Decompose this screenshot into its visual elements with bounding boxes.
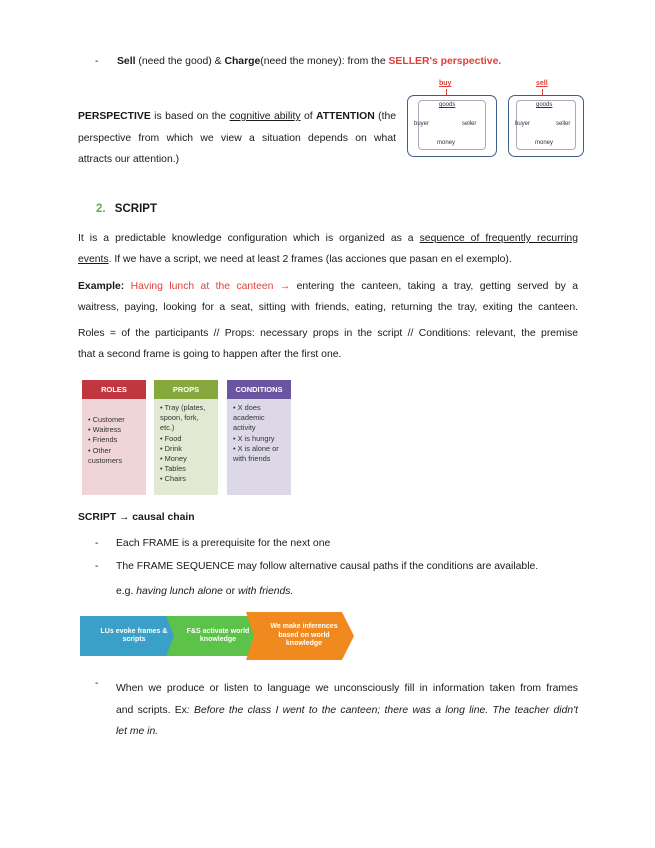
conditions-item: • X is alone or	[233, 443, 279, 453]
section-number: 2.	[96, 203, 106, 215]
attention-term: ATTENTION	[316, 111, 375, 122]
eg-alt-1: having lunch alone	[136, 586, 223, 597]
charge-note: (need the money): from the	[260, 56, 386, 67]
props-item: spoon, fork,	[160, 413, 199, 423]
roles-body	[82, 399, 146, 495]
causal-heading-bold: SCRIPT	[78, 512, 117, 523]
sell-goods: goods	[536, 102, 553, 108]
seller-perspective: SELLER's perspective.	[388, 56, 502, 67]
charge-term: Charge	[224, 56, 261, 67]
script-def-text-2: . If we have a script, we need at least 2 frames (las acciones que pasan en el exemplo).	[108, 254, 512, 265]
roles-header: ROLES	[82, 380, 146, 399]
props-item: • Food	[160, 433, 182, 443]
bullet-dash: -	[95, 56, 99, 67]
conditions-body	[227, 399, 291, 495]
example-line-2: waitress, paying, looking for a seat, sitting with friends, eating, returning the tray, exiting the canteen.	[78, 302, 578, 313]
script-def-text-1: It is a predictable knowledge configuration which is organized as a	[78, 233, 414, 244]
conditions-item: academic	[233, 413, 265, 423]
final-line-3: let me in.	[116, 726, 159, 737]
final-line-2	[116, 700, 578, 722]
eg-alt-2: with friends.	[237, 586, 294, 597]
script-def-underlined-2: events	[78, 254, 109, 265]
buy-seller: seller	[462, 121, 477, 127]
eg-prefix: e.g.	[116, 586, 134, 597]
sell-line	[117, 56, 501, 67]
arrow-1-label: LUs evoke frames & scripts	[100, 627, 168, 643]
props-item: • Drink	[160, 443, 182, 453]
causal-item-1: Each FRAME is a prerequisite for the next one	[116, 538, 331, 549]
example-line-1	[78, 280, 578, 294]
script-def-line-1	[78, 232, 578, 246]
causal-example	[116, 586, 293, 597]
cognitive-ability: cognitive ability	[229, 111, 301, 122]
section-heading	[96, 203, 157, 215]
conditions-header: CONDITIONS	[227, 380, 291, 399]
script-def-underlined-1: sequence of frequently recurring	[419, 233, 578, 244]
sell-buyer: buyer	[515, 121, 531, 127]
perspective-line-3: attracts our attention.)	[78, 154, 180, 165]
props-item: • Tables	[160, 464, 186, 474]
final-line-1: When we produce or listen to language we unconsciously fill in information taken from frames	[116, 683, 578, 694]
roles-line-1: Roles = of the participants // Props: necessary props in the script // Conditions: relevant, the premise	[78, 328, 578, 339]
perspective-text-3: (the	[378, 111, 397, 122]
sell-money: money	[535, 140, 554, 146]
roles-item: • Other	[88, 445, 112, 455]
conditions-item: • X does	[233, 403, 261, 412]
perspective-line-2: perspective from which we view a situation depends on what	[78, 132, 396, 144]
script-def-line-2	[78, 253, 578, 267]
roles-item: • Customer	[88, 415, 125, 424]
bullet-dash: -	[95, 538, 99, 549]
props-header: PROPS	[154, 380, 218, 399]
conditions-item: activity	[233, 423, 256, 433]
roles-column	[82, 380, 146, 495]
buy-money: money	[437, 140, 456, 146]
perspective-text-1: is based on the	[154, 111, 227, 122]
conditions-column	[227, 380, 291, 495]
causal-heading	[78, 512, 195, 523]
roles-item: • Waitress	[88, 425, 122, 435]
conditions-item: • X is hungry	[233, 433, 275, 443]
props-item: • Tray (plates,	[160, 403, 206, 412]
eg-or: or	[225, 586, 236, 597]
roles-item: • Friends	[88, 435, 118, 445]
example-label: Example:	[78, 281, 125, 292]
example-text-1: entering the canteen, taking a tray, getting served by a	[296, 281, 578, 292]
props-item: etc.)	[160, 423, 175, 433]
perspective-paragraph	[78, 106, 396, 171]
buy-buyer: buyer	[414, 121, 430, 127]
roles-line-2: that a second frame is going to happen after the first one.	[78, 349, 342, 360]
perspective-line-1	[78, 106, 396, 128]
arrow-3-label: We make inferences based on world knowledge	[270, 623, 338, 648]
final-italic-2: : Before the class I went to the canteen; there was a long line. The teacher didn't	[186, 704, 578, 716]
perspective-text-2: of	[303, 111, 313, 122]
roles-item: customers	[88, 455, 123, 465]
sell-term: Sell	[117, 56, 136, 67]
sell-note: (need the good) &	[138, 56, 222, 67]
arrow-2-label: F&S activate world knowledge	[186, 627, 250, 643]
conditions-item: with friends	[233, 454, 271, 464]
final-paragraph	[116, 678, 578, 743]
perspective-term: PERSPECTIVE	[78, 111, 151, 122]
props-body	[154, 399, 218, 495]
buy-goods: goods	[439, 102, 456, 108]
props-item: • Money	[160, 454, 187, 464]
section-title: SCRIPT	[114, 203, 157, 215]
sell-title: sell	[536, 80, 548, 87]
props-item: • Chairs	[160, 474, 186, 484]
bullet-dash: -	[95, 678, 99, 689]
example-highlight: Having lunch at the canteen →	[130, 281, 291, 292]
causal-item-2: The FRAME SEQUENCE may follow alternative causal paths if the conditions are available.	[116, 561, 539, 572]
final-text-2: and scripts. Ex	[116, 704, 187, 716]
props-column	[154, 380, 218, 495]
sell-seller: seller	[556, 121, 571, 127]
causal-heading-rest: → causal chain	[119, 512, 195, 523]
bullet-dash: -	[95, 561, 99, 572]
buy-title: buy	[439, 80, 452, 87]
